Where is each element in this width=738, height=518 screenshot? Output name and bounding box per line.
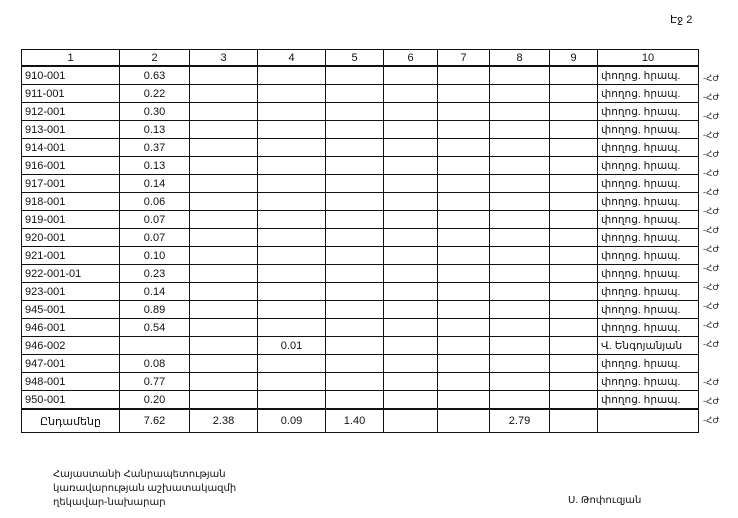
value-cell	[438, 211, 490, 229]
value-cell	[550, 121, 598, 139]
value-cell	[490, 85, 550, 103]
side-mark: -ՀԺ	[703, 92, 720, 102]
note-cell: փողոց. հրապ.	[598, 229, 699, 247]
value-cell: 0.01	[258, 337, 326, 355]
value-cell	[258, 157, 326, 175]
value-cell	[438, 139, 490, 157]
value-cell	[258, 301, 326, 319]
value-cell	[384, 121, 438, 139]
value-cell	[490, 283, 550, 301]
value-cell: 7.62	[120, 409, 190, 433]
table-row	[22, 121, 699, 139]
value-cell	[190, 265, 258, 283]
value-cell	[326, 319, 384, 337]
value-cell	[326, 121, 384, 139]
value-cell	[326, 211, 384, 229]
signatory-title-line-2: կառավարության աշխատակազմի	[53, 483, 237, 494]
parcel-code-cell: 950-001	[22, 391, 120, 410]
value-cell	[550, 373, 598, 391]
note-cell: փողոց. հրապ.	[598, 157, 699, 175]
value-cell	[190, 373, 258, 391]
value-cell	[438, 391, 490, 410]
value-cell	[384, 265, 438, 283]
signatory-title-line-1: Հայաստանի Հանրապետության	[53, 469, 226, 480]
note-cell: փողոց. հրապ.	[598, 265, 699, 283]
value-cell	[258, 175, 326, 193]
value-cell	[438, 121, 490, 139]
note-cell: փողոց. հրապ.	[598, 355, 699, 373]
note-cell: Վ. Ենգոյանյան	[598, 337, 699, 355]
value-cell	[190, 391, 258, 410]
value-cell	[550, 193, 598, 211]
value-cell	[384, 193, 438, 211]
value-cell	[490, 247, 550, 265]
value-cell	[490, 301, 550, 319]
side-mark: -ՀԺ	[703, 73, 720, 83]
value-cell	[190, 121, 258, 139]
table-row	[22, 247, 699, 265]
value-cell	[258, 373, 326, 391]
note-cell: փողոց. հրապ.	[598, 301, 699, 319]
value-cell	[190, 103, 258, 121]
total-label-cell: Ընդամենը	[22, 409, 120, 433]
value-cell	[384, 175, 438, 193]
value-cell	[326, 337, 384, 355]
note-cell: փողոց. հրապ.	[598, 211, 699, 229]
column-header: 7	[438, 50, 490, 67]
value-cell	[490, 355, 550, 373]
parcel-code-cell: 948-001	[22, 373, 120, 391]
value-cell	[258, 211, 326, 229]
value-cell	[326, 157, 384, 175]
value-cell	[190, 319, 258, 337]
value-cell	[438, 85, 490, 103]
value-cell	[490, 103, 550, 121]
table-row	[22, 85, 699, 103]
table-row	[22, 139, 699, 157]
table-row	[22, 193, 699, 211]
value-cell	[190, 337, 258, 355]
table-row	[22, 337, 699, 355]
value-cell	[384, 319, 438, 337]
parcel-code-cell: 913-001	[22, 121, 120, 139]
value-cell	[326, 139, 384, 157]
side-mark: -ՀԺ	[703, 168, 720, 178]
value-cell	[384, 103, 438, 121]
value-cell	[326, 229, 384, 247]
value-cell	[326, 355, 384, 373]
parcel-code-cell: 920-001	[22, 229, 120, 247]
value-cell	[384, 157, 438, 175]
side-mark: -ՀԺ	[703, 282, 720, 292]
table-row	[22, 355, 699, 373]
value-cell	[438, 66, 490, 85]
table-row	[22, 283, 699, 301]
value-cell	[190, 66, 258, 85]
value-cell	[190, 301, 258, 319]
parcel-code-cell: 921-001	[22, 247, 120, 265]
total-row	[22, 409, 699, 433]
value-cell	[384, 337, 438, 355]
table-row	[22, 103, 699, 121]
value-cell	[550, 211, 598, 229]
parcel-code-cell: 916-001	[22, 157, 120, 175]
value-cell	[326, 66, 384, 85]
value-cell	[490, 211, 550, 229]
value-cell	[326, 265, 384, 283]
value-cell: 0.06	[120, 193, 190, 211]
value-cell	[438, 409, 490, 433]
parcel-code-cell: 946-002	[22, 337, 120, 355]
value-cell	[438, 265, 490, 283]
value-cell	[438, 373, 490, 391]
value-cell	[550, 391, 598, 410]
value-cell	[550, 409, 598, 433]
value-cell: 0.07	[120, 211, 190, 229]
value-cell	[384, 355, 438, 373]
side-mark: -ՀԺ	[703, 244, 720, 254]
value-cell	[258, 103, 326, 121]
parcel-code-cell: 919-001	[22, 211, 120, 229]
table-row	[22, 391, 699, 410]
value-cell	[438, 355, 490, 373]
value-cell	[490, 121, 550, 139]
value-cell	[326, 373, 384, 391]
note-cell: փողոց. հրապ.	[598, 319, 699, 337]
note-cell: փողոց. հրապ.	[598, 373, 699, 391]
value-cell	[190, 247, 258, 265]
value-cell	[490, 337, 550, 355]
side-mark: -ՀԺ	[703, 396, 720, 406]
value-cell	[258, 193, 326, 211]
value-cell	[438, 301, 490, 319]
value-cell	[550, 175, 598, 193]
signatory-title-line-3: ղեկավար-նախարար	[53, 497, 166, 508]
value-cell	[258, 66, 326, 85]
parcel-code-cell: 946-001	[22, 319, 120, 337]
value-cell	[438, 157, 490, 175]
table-row	[22, 66, 699, 85]
note-cell: փողոց. հրապ.	[598, 121, 699, 139]
note-cell: փողոց. հրապ.	[598, 103, 699, 121]
value-cell	[438, 175, 490, 193]
value-cell	[258, 85, 326, 103]
parcel-code-cell: 922-001-01	[22, 265, 120, 283]
side-mark: -ՀԺ	[703, 320, 720, 330]
column-header: 2	[120, 50, 190, 67]
value-cell: 0.20	[120, 391, 190, 410]
value-cell	[120, 337, 190, 355]
table-row	[22, 265, 699, 283]
value-cell	[490, 157, 550, 175]
value-cell	[258, 265, 326, 283]
value-cell	[550, 355, 598, 373]
signatory-name: Ս. Թոփուզյան	[568, 495, 642, 506]
parcel-code-cell: 914-001	[22, 139, 120, 157]
note-cell: փողոց. հրապ.	[598, 247, 699, 265]
page-number: Էջ 2	[670, 14, 693, 26]
value-cell	[258, 319, 326, 337]
value-cell	[190, 211, 258, 229]
value-cell	[190, 355, 258, 373]
value-cell	[490, 373, 550, 391]
value-cell	[326, 283, 384, 301]
value-cell	[490, 265, 550, 283]
value-cell	[190, 157, 258, 175]
value-cell	[550, 247, 598, 265]
signatory-title	[53, 468, 236, 510]
table-row	[22, 211, 699, 229]
value-cell	[190, 139, 258, 157]
value-cell	[258, 247, 326, 265]
value-cell	[384, 409, 438, 433]
parcel-code-cell: 947-001	[22, 355, 120, 373]
value-cell: 0.08	[120, 355, 190, 373]
side-mark: -ՀԺ	[703, 225, 720, 235]
value-cell	[326, 85, 384, 103]
value-cell: 2.79	[490, 409, 550, 433]
table-header-row	[22, 50, 699, 67]
value-cell: 0.13	[120, 157, 190, 175]
value-cell	[490, 175, 550, 193]
value-cell	[438, 319, 490, 337]
table-row	[22, 175, 699, 193]
side-mark: -ՀԺ	[703, 415, 720, 425]
value-cell	[384, 391, 438, 410]
value-cell	[190, 283, 258, 301]
value-cell	[384, 301, 438, 319]
parcel-code-cell: 923-001	[22, 283, 120, 301]
value-cell	[384, 229, 438, 247]
value-cell	[384, 211, 438, 229]
value-cell	[326, 391, 384, 410]
value-cell	[438, 193, 490, 211]
parcel-code-cell: 912-001	[22, 103, 120, 121]
column-header: 10	[598, 50, 699, 67]
value-cell	[490, 193, 550, 211]
column-header: 6	[384, 50, 438, 67]
note-cell: փողոց. հրապ.	[598, 391, 699, 410]
table-row	[22, 157, 699, 175]
note-cell: փողոց. հրապ.	[598, 193, 699, 211]
side-mark: -ՀԺ	[703, 187, 720, 197]
value-cell	[326, 247, 384, 265]
side-mark: -ՀԺ	[703, 149, 720, 159]
column-header: 1	[22, 50, 120, 67]
value-cell	[326, 175, 384, 193]
value-cell	[550, 66, 598, 85]
column-header: 5	[326, 50, 384, 67]
column-header: 8	[490, 50, 550, 67]
value-cell	[384, 85, 438, 103]
note-cell: փողոց. հրապ.	[598, 66, 699, 85]
value-cell: 2.38	[190, 409, 258, 433]
side-mark: -ՀԺ	[703, 339, 720, 349]
value-cell: 0.77	[120, 373, 190, 391]
note-cell: փողոց. հրապ.	[598, 85, 699, 103]
value-cell	[550, 301, 598, 319]
value-cell	[438, 283, 490, 301]
value-cell	[550, 157, 598, 175]
side-mark: -ՀԺ	[703, 130, 720, 140]
value-cell: 0.14	[120, 175, 190, 193]
value-cell	[490, 319, 550, 337]
value-cell	[384, 66, 438, 85]
value-cell: 0.09	[258, 409, 326, 433]
parcel-code-cell: 910-001	[22, 66, 120, 85]
value-cell	[490, 66, 550, 85]
value-cell	[190, 175, 258, 193]
value-cell	[326, 103, 384, 121]
value-cell	[438, 337, 490, 355]
note-cell: փողոց. հրապ.	[598, 139, 699, 157]
value-cell	[258, 139, 326, 157]
column-header: 9	[550, 50, 598, 67]
side-mark: -ՀԺ	[703, 263, 720, 273]
side-mark: -ՀԺ	[703, 301, 720, 311]
value-cell	[550, 229, 598, 247]
parcel-code-cell: 918-001	[22, 193, 120, 211]
note-cell: փողոց. հրապ.	[598, 175, 699, 193]
value-cell	[384, 139, 438, 157]
land-allocation-table	[21, 49, 699, 433]
value-cell	[550, 139, 598, 157]
value-cell	[490, 139, 550, 157]
value-cell: 0.10	[120, 247, 190, 265]
table-body	[22, 66, 699, 433]
value-cell	[384, 247, 438, 265]
value-cell	[490, 391, 550, 410]
value-cell	[384, 373, 438, 391]
parcel-code-cell: 917-001	[22, 175, 120, 193]
value-cell: 0.89	[120, 301, 190, 319]
side-mark: -ՀԺ	[703, 111, 720, 121]
value-cell: 0.30	[120, 103, 190, 121]
column-header: 4	[258, 50, 326, 67]
value-cell	[326, 301, 384, 319]
table-row	[22, 319, 699, 337]
value-cell	[490, 229, 550, 247]
note-cell: փողոց. հրապ.	[598, 283, 699, 301]
value-cell	[190, 193, 258, 211]
side-mark: -ՀԺ	[703, 377, 720, 387]
value-cell	[550, 319, 598, 337]
value-cell: 0.14	[120, 283, 190, 301]
note-cell	[598, 409, 699, 433]
value-cell	[258, 283, 326, 301]
table-row	[22, 373, 699, 391]
table-row	[22, 229, 699, 247]
parcel-code-cell: 911-001	[22, 85, 120, 103]
value-cell	[258, 121, 326, 139]
value-cell	[384, 283, 438, 301]
value-cell	[550, 85, 598, 103]
side-mark: -ՀԺ	[703, 206, 720, 216]
value-cell	[550, 283, 598, 301]
value-cell	[190, 85, 258, 103]
value-cell	[550, 265, 598, 283]
value-cell: 1.40	[326, 409, 384, 433]
value-cell	[190, 229, 258, 247]
value-cell: 0.54	[120, 319, 190, 337]
value-cell	[550, 103, 598, 121]
value-cell	[258, 391, 326, 410]
table-row	[22, 301, 699, 319]
value-cell	[258, 229, 326, 247]
value-cell: 0.13	[120, 121, 190, 139]
value-cell	[438, 229, 490, 247]
value-cell	[438, 247, 490, 265]
value-cell	[326, 193, 384, 211]
column-header: 3	[190, 50, 258, 67]
value-cell: 0.63	[120, 66, 190, 85]
parcel-code-cell: 945-001	[22, 301, 120, 319]
value-cell	[258, 355, 326, 373]
value-cell: 0.07	[120, 229, 190, 247]
value-cell: 0.22	[120, 85, 190, 103]
value-cell	[438, 103, 490, 121]
value-cell: 0.23	[120, 265, 190, 283]
value-cell	[550, 337, 598, 355]
value-cell: 0.37	[120, 139, 190, 157]
